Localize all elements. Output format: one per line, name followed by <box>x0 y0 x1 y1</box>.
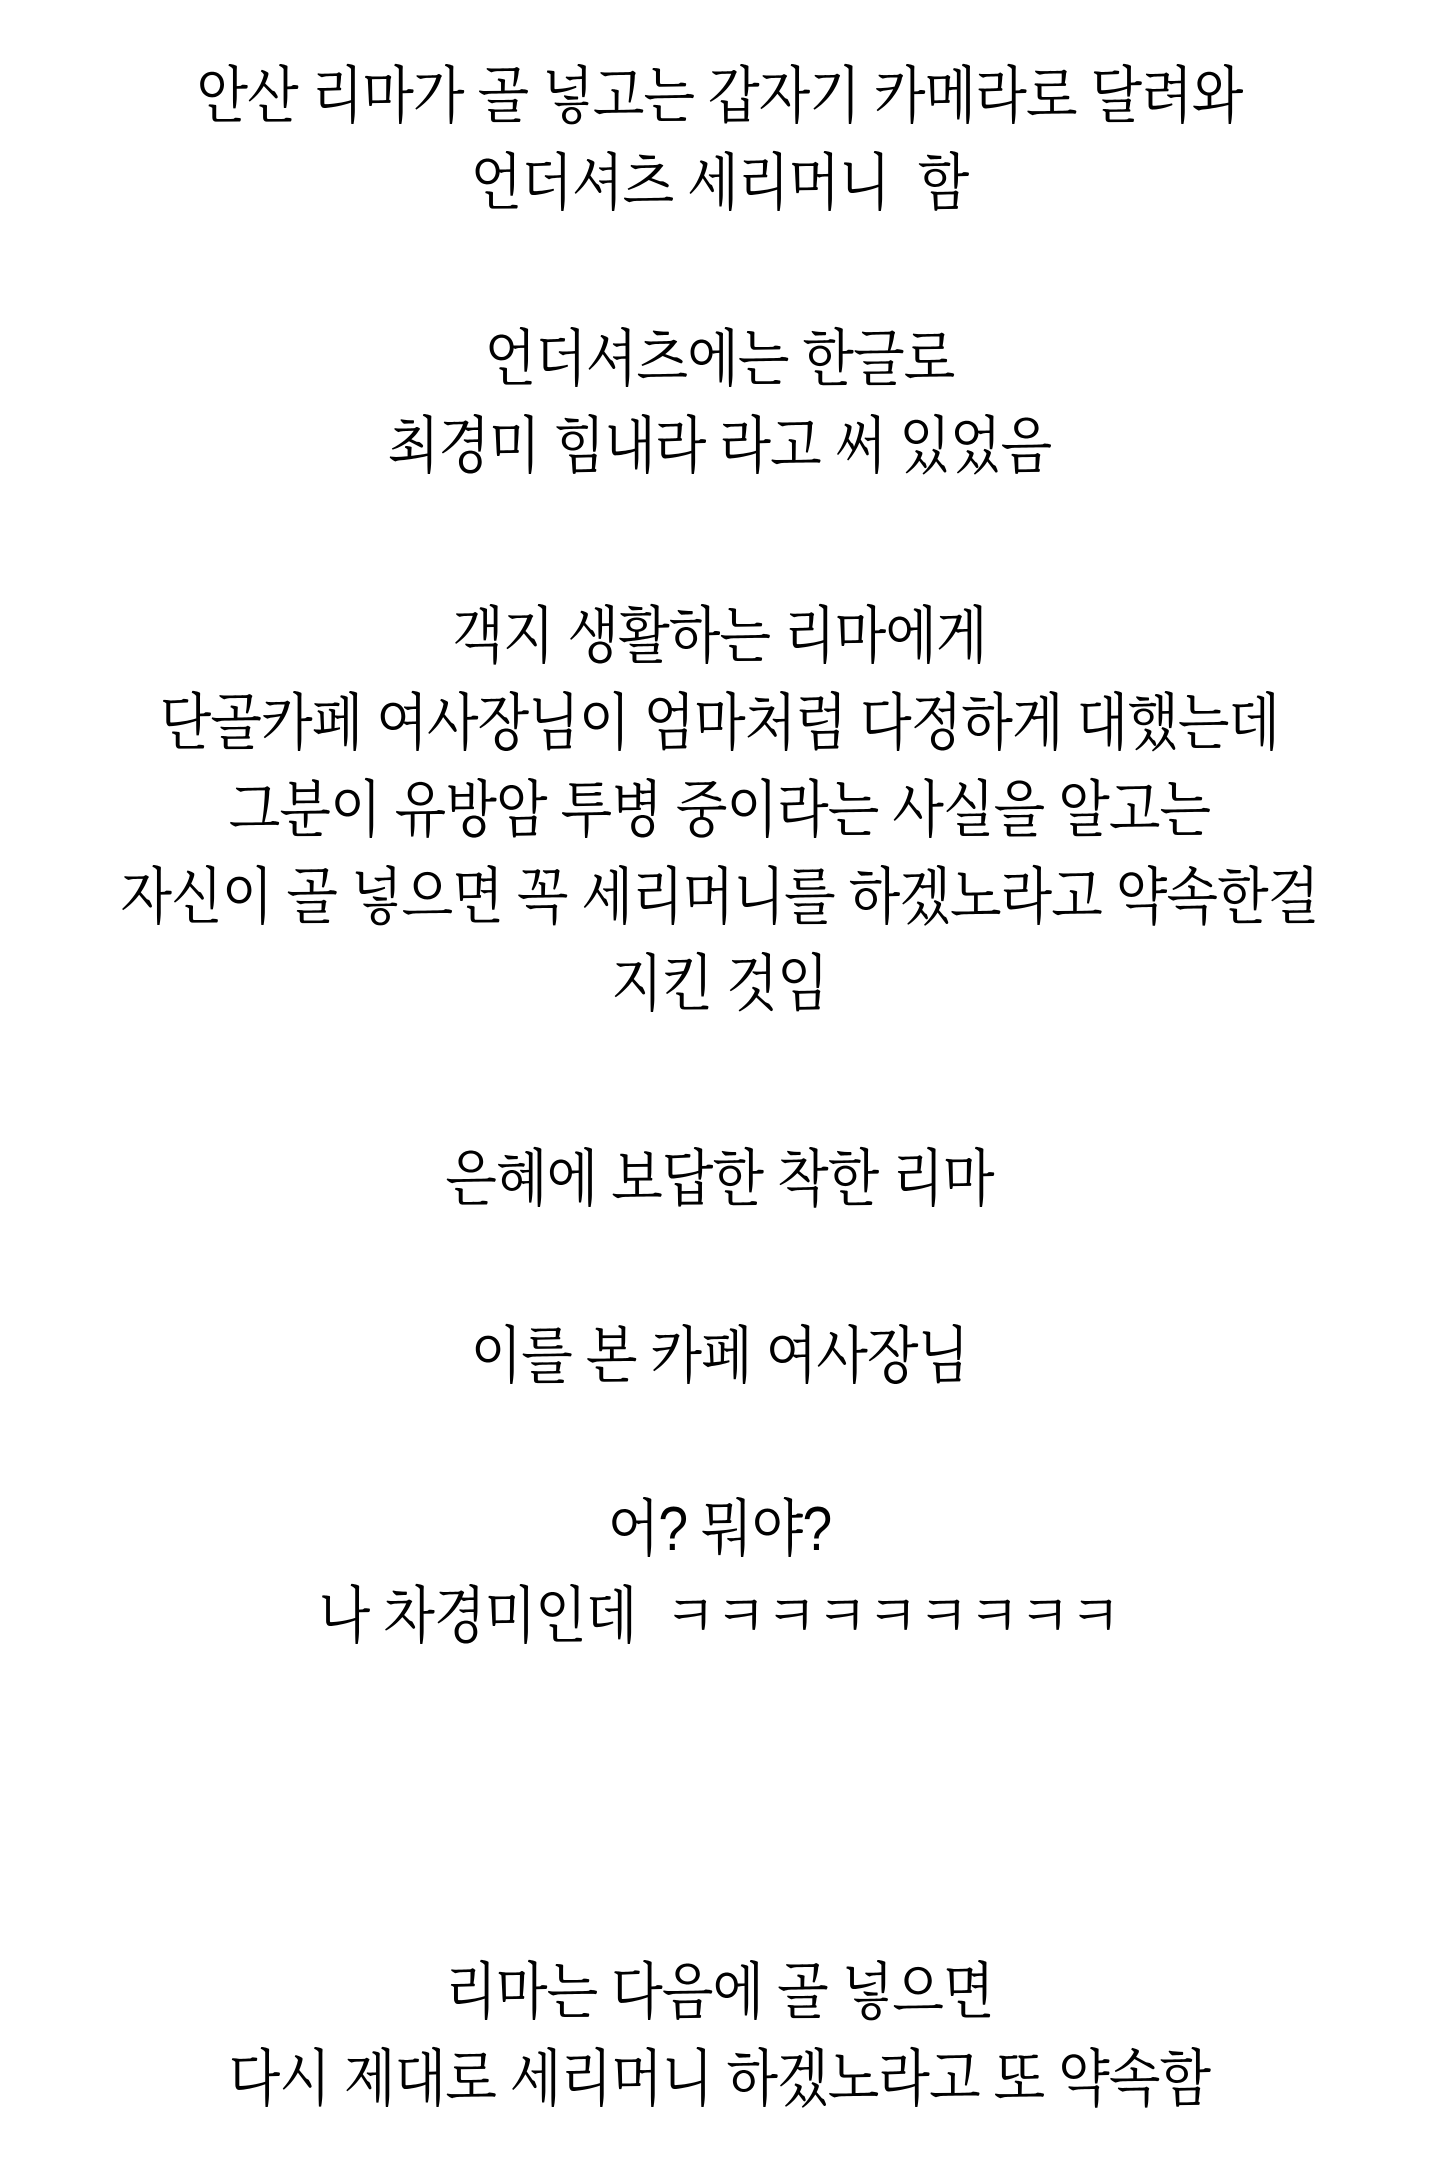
text-line: 지킨 것임 <box>611 950 828 1019</box>
text-line: 리마는 다음에 골 넣으면 <box>445 1958 994 2027</box>
text-line: 어? 뭐야? <box>607 1495 832 1564</box>
text-line: 단골카페 여사장님이 엄마처럼 다정하게 대했는데 <box>159 689 1280 758</box>
text-line: 그분이 유방암 투병 중이라는 사실을 알고는 <box>228 776 1211 845</box>
post-content <box>101 0 1339 2123</box>
text-line: 최경미 힘내라 라고 써 있었음 <box>387 412 1052 481</box>
paragraph <box>101 1313 1339 1400</box>
text-line: 안산 리마가 골 넣고는 갑자기 카메라로 달려와 <box>196 62 1243 131</box>
text-line: 다시 제대로 세리머니 하겠노라고 또 약속함 <box>228 2045 1211 2114</box>
text-line: 은혜에 보답한 착한 리마 <box>445 1145 994 1214</box>
text-line: 자신이 골 넣으면 꼭 세리머니를 하겠노라고 약속한걸 <box>120 863 1319 932</box>
text-line: 언더셔츠에는 한글로 <box>484 325 955 394</box>
text-line: 이를 본 카페 여사장님 <box>470 1322 969 1391</box>
paragraph <box>101 1486 1339 1660</box>
paragraph <box>101 53 1339 227</box>
paragraph <box>101 593 1339 1028</box>
paragraph <box>101 316 1339 490</box>
paragraph <box>101 1136 1339 1223</box>
paragraph <box>101 1949 1339 2123</box>
text-line: 나 차경미인데 ㅋㅋㅋㅋㅋㅋㅋㅋㅋ <box>318 1582 1121 1651</box>
text-line: 언더셔츠 세리머니 함 <box>470 149 969 218</box>
text-line: 객지 생활하는 리마에게 <box>452 602 987 671</box>
